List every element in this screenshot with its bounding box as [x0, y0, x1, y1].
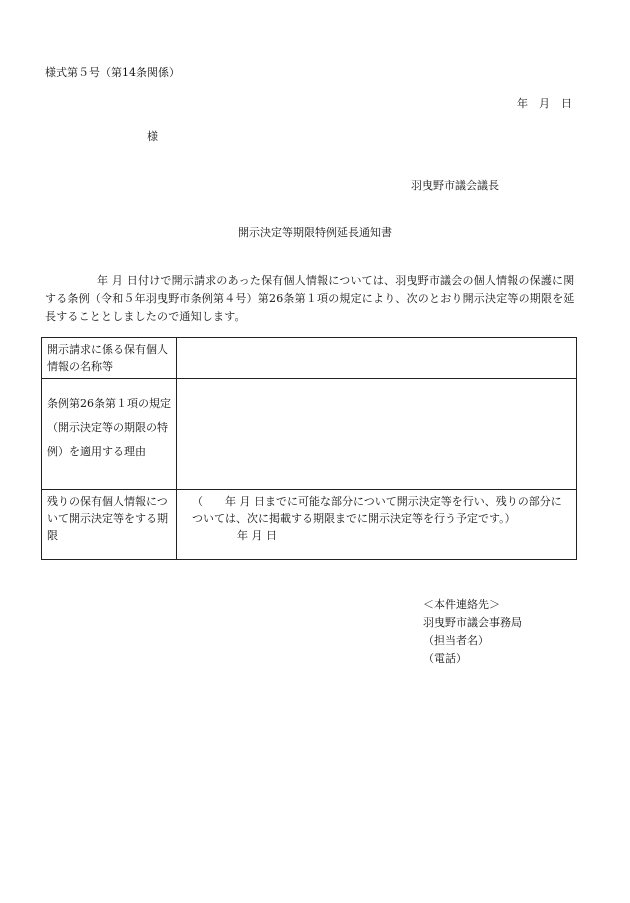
deadline-date: 年 月 日: [237, 529, 277, 542]
contact-person: （担当者名）: [423, 634, 489, 647]
contact-block: [423, 596, 522, 668]
issue-date: 年 月 日: [517, 97, 572, 110]
contact-office: 羽曳野市議会事務局: [423, 616, 522, 629]
row-value-deadline: [177, 490, 577, 560]
table-row: [42, 490, 577, 560]
row-label-deadline: 残りの保有個人情報について開示決定等をする期限: [42, 490, 177, 560]
form-number: 様式第５号（第14条関係）: [45, 66, 180, 79]
body-paragraph: 年 月 日付けで開示請求のあった保有個人情報については、羽曳野市議会の個人情報の保護に関する条例（令和５年羽曳野市条例第４号）第26条第１項の規定により、次のとおり開示決定等の期限を延長することとしましたので通知します。: [45, 274, 575, 323]
reason-label-text: 条例第26条第１項の規定（開示決定等の期限の特例）を適用する理由: [47, 397, 171, 458]
row-value-reason: [177, 379, 577, 490]
info-table: [41, 337, 577, 560]
row-value-info-name: [177, 338, 577, 379]
addressee: 様: [147, 130, 158, 143]
issuer: 羽曳野市議会議長: [411, 179, 499, 192]
contact-phone: （電話）: [423, 652, 467, 665]
row-label-info-name: 開示請求に係る保有個人情報の名称等: [42, 338, 177, 379]
table-row: [42, 379, 577, 490]
document-title: 開示決定等期限特例延長通知書: [238, 226, 392, 239]
contact-heading: ＜本件連絡先＞: [423, 598, 500, 611]
table-row: [42, 338, 577, 379]
row-label-reason: [42, 379, 177, 490]
deadline-description: （ 年 月 日までに可能な部分について開示決定等を行い、残りの部分については、次に掲載する期限までに開示決定等を行う予定です。）: [192, 495, 562, 525]
